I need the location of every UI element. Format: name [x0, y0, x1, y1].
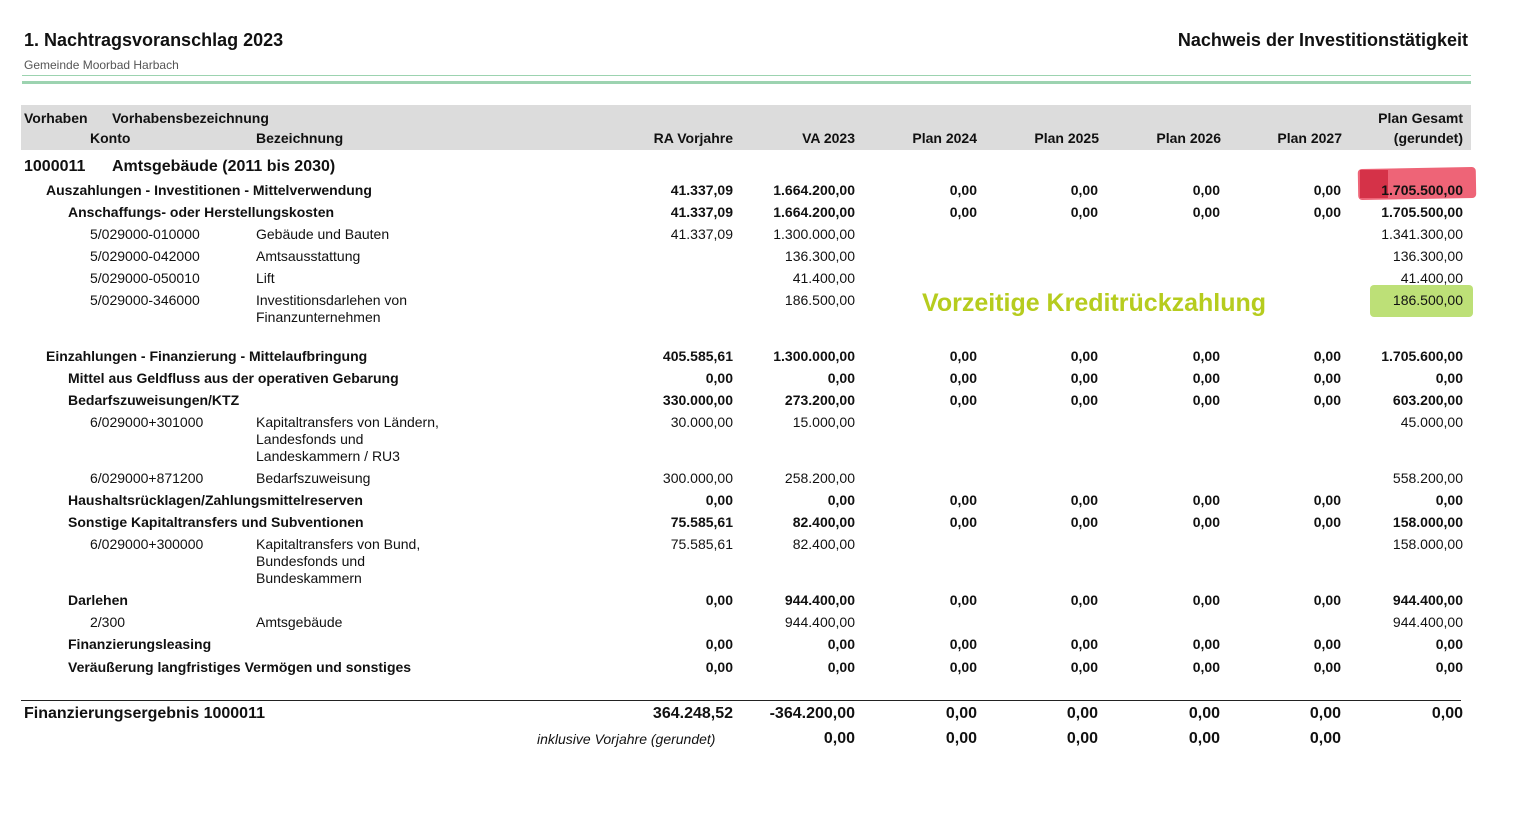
konto-number: 5/029000-010000 — [90, 226, 200, 242]
ra-vorjahre-value: 405.585,61 — [662, 348, 733, 364]
va-2023-value: 0,00 — [827, 492, 855, 508]
plan-2024-value: 0,00 — [949, 514, 977, 530]
header-konto: Konto — [90, 130, 131, 146]
plan-2026-value: 0,00 — [1192, 182, 1220, 198]
account-description: Amtsgebäude — [256, 614, 343, 630]
plan-gesamt-value: 603.200,00 — [1392, 392, 1463, 408]
plan-gesamt-value: 186.500,00 — [1392, 292, 1463, 308]
va-2023-inclusive: 0,00 — [823, 730, 855, 747]
plan-2026-inclusive: 0,00 — [1188, 730, 1220, 747]
header-plan-gesamt: Plan Gesamt — [1378, 110, 1463, 126]
table-row — [0, 470, 1521, 492]
table-row — [0, 536, 1521, 592]
va-2023-value: 0,00 — [827, 659, 855, 675]
table-row — [0, 636, 1521, 658]
plan-2027-value: 0,00 — [1313, 392, 1341, 408]
header-va-2023: VA 2023 — [802, 130, 855, 146]
row-label: Veräußerung langfristiges Vermögen und sonstiges — [68, 659, 412, 675]
row-label: Mittel aus Geldfluss aus der operativen Gebarung — [68, 370, 399, 386]
table-row — [0, 614, 1521, 636]
plan-2024-value: 0,00 — [949, 392, 977, 408]
va-2023-value: 82.400,00 — [792, 536, 855, 552]
ra-vorjahre-value: 330.000,00 — [662, 392, 733, 408]
row-label: Finanzierungsleasing — [68, 636, 212, 652]
plan-gesamt-value: 1.341.300,00 — [1381, 226, 1463, 242]
va-2023-value: 41.400,00 — [792, 270, 855, 286]
ra-vorjahre-value: 30.000,00 — [670, 414, 733, 430]
header-plan-gesamt-gerundet: (gerundet) — [1393, 130, 1463, 146]
plan-2026-value: 0,00 — [1192, 392, 1220, 408]
document-title: 1. Nachtragsvoranschlag 2023 — [24, 30, 284, 50]
ra-vorjahre-value: 75.585,61 — [670, 536, 733, 552]
konto-number: 5/029000-346000 — [90, 292, 200, 308]
row-label: Auszahlungen - Investitionen - Mittelverwendung — [46, 182, 372, 198]
municipality-name: Gemeinde Moorbad Harbach — [24, 58, 179, 72]
plan-2026-value: 0,00 — [1192, 592, 1220, 608]
header-bezeichnung: Bezeichnung — [256, 130, 344, 146]
va-2023-value: 944.400,00 — [784, 592, 855, 608]
ra-vorjahre-total: 364.248,52 — [652, 705, 733, 722]
plan-2025-value: 0,00 — [1070, 514, 1098, 530]
plan-2026-value: 0,00 — [1192, 636, 1220, 652]
plan-gesamt-value: 944.400,00 — [1392, 592, 1463, 608]
header-plan-2027: Plan 2027 — [1277, 130, 1342, 146]
account-description: Investitionsdarlehen von Finanzunternehmen — [256, 292, 407, 325]
inclusive-label: inklusive Vorjahre (gerundet) — [537, 731, 716, 747]
plan-2025-value: 0,00 — [1070, 182, 1098, 198]
plan-gesamt-value: 0,00 — [1435, 636, 1463, 652]
va-2023-value: 0,00 — [827, 636, 855, 652]
konto-number: 6/029000+300000 — [90, 536, 204, 552]
plan-2027-value: 0,00 — [1313, 492, 1341, 508]
plan-2024-value: 0,00 — [949, 592, 977, 608]
project-name: Amtsgebäude (2011 bis 2030) — [112, 158, 336, 175]
plan-gesamt-value: 45.000,00 — [1400, 414, 1463, 430]
plan-2026-value: 0,00 — [1192, 659, 1220, 675]
plan-2024-value: 0,00 — [949, 636, 977, 652]
account-description: Gebäude und Bauten — [256, 226, 390, 242]
plan-2024-value: 0,00 — [949, 204, 977, 220]
plan-gesamt-value: 0,00 — [1435, 370, 1463, 386]
plan-2026-value: 0,00 — [1192, 348, 1220, 364]
table-row — [0, 204, 1521, 226]
plan-2024-total: 0,00 — [945, 705, 977, 722]
plan-gesamt-value: 41.400,00 — [1400, 270, 1463, 286]
project-id: 1000011 — [24, 158, 86, 175]
konto-number: 5/029000-050010 — [90, 270, 200, 286]
plan-2026-total: 0,00 — [1188, 705, 1220, 722]
plan-gesamt-value: 1.705.500,00 — [1381, 204, 1463, 220]
va-2023-value: 1.664.200,00 — [773, 182, 855, 198]
va-2023-value: 258.200,00 — [784, 470, 855, 486]
account-description: Amtsausstattung — [256, 248, 361, 264]
plan-2024-value: 0,00 — [949, 370, 977, 386]
row-label: Haushaltsrücklagen/Zahlungsmittelreserven — [68, 492, 363, 508]
header-plan-2025: Plan 2025 — [1034, 130, 1099, 146]
plan-2027-value: 0,00 — [1313, 204, 1341, 220]
plan-2027-value: 0,00 — [1313, 348, 1341, 364]
plan-gesamt-value: 136.300,00 — [1392, 248, 1463, 264]
ra-vorjahre-value: 0,00 — [705, 370, 733, 386]
plan-2027-inclusive: 0,00 — [1309, 730, 1341, 747]
ra-vorjahre-value: 0,00 — [705, 592, 733, 608]
header-divider-thin — [22, 75, 1471, 76]
header-ra-vorjahre: RA Vorjahre — [653, 130, 733, 146]
plan-2025-value: 0,00 — [1070, 592, 1098, 608]
konto-number: 5/029000-042000 — [90, 248, 200, 264]
table-row — [0, 592, 1521, 614]
plan-gesamt-total: 0,00 — [1431, 705, 1463, 722]
plan-2024-value: 0,00 — [949, 492, 977, 508]
ra-vorjahre-value: 0,00 — [705, 492, 733, 508]
va-2023-value: 273.200,00 — [784, 392, 855, 408]
table-row — [0, 392, 1521, 414]
plan-2025-inclusive: 0,00 — [1066, 730, 1098, 747]
total-row — [0, 705, 1521, 727]
table-row — [0, 182, 1521, 204]
report-title: Nachweis der Investitionstätigkeit — [1177, 30, 1468, 50]
ra-vorjahre-value: 41.337,09 — [670, 182, 733, 198]
va-2023-value: 186.500,00 — [784, 292, 855, 308]
row-label: Anschaffungs- oder Herstellungskosten — [68, 204, 335, 220]
plan-2027-value: 0,00 — [1313, 659, 1341, 675]
plan-2025-value: 0,00 — [1070, 204, 1098, 220]
va-2023-value: 1.300.000,00 — [773, 348, 855, 364]
plan-gesamt-value: 0,00 — [1435, 492, 1463, 508]
header-vorhaben: Vorhaben — [24, 110, 88, 126]
plan-2027-value: 0,00 — [1313, 182, 1341, 198]
plan-gesamt-value: 1.705.600,00 — [1381, 348, 1463, 364]
header-plan-2026: Plan 2026 — [1156, 130, 1221, 146]
va-2023-value: 1.664.200,00 — [773, 204, 855, 220]
plan-gesamt-value: 558.200,00 — [1392, 470, 1463, 486]
plan-2027-value: 0,00 — [1313, 370, 1341, 386]
plan-2027-total: 0,00 — [1309, 705, 1341, 722]
plan-gesamt-value: 158.000,00 — [1392, 536, 1463, 552]
plan-2025-value: 0,00 — [1070, 492, 1098, 508]
va-2023-value: 0,00 — [827, 370, 855, 386]
plan-2025-total: 0,00 — [1066, 705, 1098, 722]
plan-2025-value: 0,00 — [1070, 392, 1098, 408]
account-description: Kapitaltransfers von Bund, Bundesfonds und Bundeskammern — [256, 536, 421, 586]
table-row — [0, 514, 1521, 536]
header-plan-2024: Plan 2024 — [912, 130, 977, 146]
plan-2024-value: 0,00 — [949, 659, 977, 675]
va-2023-value: 136.300,00 — [784, 248, 855, 264]
row-label: Sonstige Kapitaltransfers und Subventionen — [68, 514, 364, 530]
ra-vorjahre-value: 0,00 — [705, 659, 733, 675]
table-row — [0, 226, 1521, 248]
plan-2024-value: 0,00 — [949, 182, 977, 198]
table-row — [0, 270, 1521, 292]
annotation-text: Vorzeitige Kreditrückzahlung — [922, 289, 1267, 317]
plan-2024-value: 0,00 — [949, 348, 977, 364]
ra-vorjahre-value: 41.337,09 — [670, 226, 733, 242]
account-description: Kapitaltransfers von Ländern, Landesfonds und Landeskammern / RU3 — [256, 414, 439, 464]
table-row — [0, 414, 1521, 470]
plan-2024-inclusive: 0,00 — [945, 730, 977, 747]
table-row — [0, 492, 1521, 514]
konto-number: 6/029000+871200 — [90, 470, 204, 486]
plan-2026-value: 0,00 — [1192, 204, 1220, 220]
plan-2025-value: 0,00 — [1070, 636, 1098, 652]
plan-gesamt-value: 944.400,00 — [1392, 614, 1463, 630]
plan-2025-value: 0,00 — [1070, 659, 1098, 675]
va-2023-value: 944.400,00 — [784, 614, 855, 630]
va-2023-value: 15.000,00 — [792, 414, 855, 430]
table-row — [0, 248, 1521, 270]
konto-number: 6/029000+301000 — [90, 414, 204, 430]
plan-2025-value: 0,00 — [1070, 370, 1098, 386]
total-divider — [21, 700, 1461, 701]
ra-vorjahre-value: 41.337,09 — [670, 204, 733, 220]
inclusive-row — [0, 730, 1521, 752]
table-row — [0, 292, 1521, 332]
va-2023-value: 1.300.000,00 — [773, 226, 855, 242]
va-2023-value: 82.400,00 — [792, 514, 855, 530]
row-label: Bedarfszuweisungen/KTZ — [68, 392, 240, 408]
va-2023-total: -364.200,00 — [769, 705, 855, 722]
row-label: Einzahlungen - Finanzierung - Mittelaufbringung — [46, 348, 368, 364]
table-row — [0, 659, 1521, 681]
plan-gesamt-value: 0,00 — [1435, 659, 1463, 675]
table-row — [0, 370, 1521, 392]
account-description: Lift — [256, 270, 275, 286]
plan-2027-value: 0,00 — [1313, 514, 1341, 530]
ra-vorjahre-value: 0,00 — [705, 636, 733, 652]
ra-vorjahre-value: 300.000,00 — [662, 470, 733, 486]
plan-gesamt-value: 158.000,00 — [1392, 514, 1463, 530]
row-label: Darlehen — [68, 592, 128, 608]
header-divider-thick — [22, 81, 1471, 84]
plan-2025-value: 0,00 — [1070, 348, 1098, 364]
plan-gesamt-value: 1.705.500,00 — [1381, 182, 1463, 198]
ra-vorjahre-value: 75.585,61 — [670, 514, 733, 530]
konto-number: 2/300 — [90, 614, 126, 630]
total-label: Finanzierungsergebnis 1000011 — [24, 705, 265, 722]
plan-2027-value: 0,00 — [1313, 636, 1341, 652]
plan-2026-value: 0,00 — [1192, 492, 1220, 508]
header-vorhabensbezeichnung: Vorhabensbezeichnung — [112, 110, 269, 126]
table-row — [0, 348, 1521, 370]
account-description: Bedarfszuweisung — [256, 470, 371, 486]
plan-2026-value: 0,00 — [1192, 370, 1220, 386]
plan-2027-value: 0,00 — [1313, 592, 1341, 608]
plan-2026-value: 0,00 — [1192, 514, 1220, 530]
